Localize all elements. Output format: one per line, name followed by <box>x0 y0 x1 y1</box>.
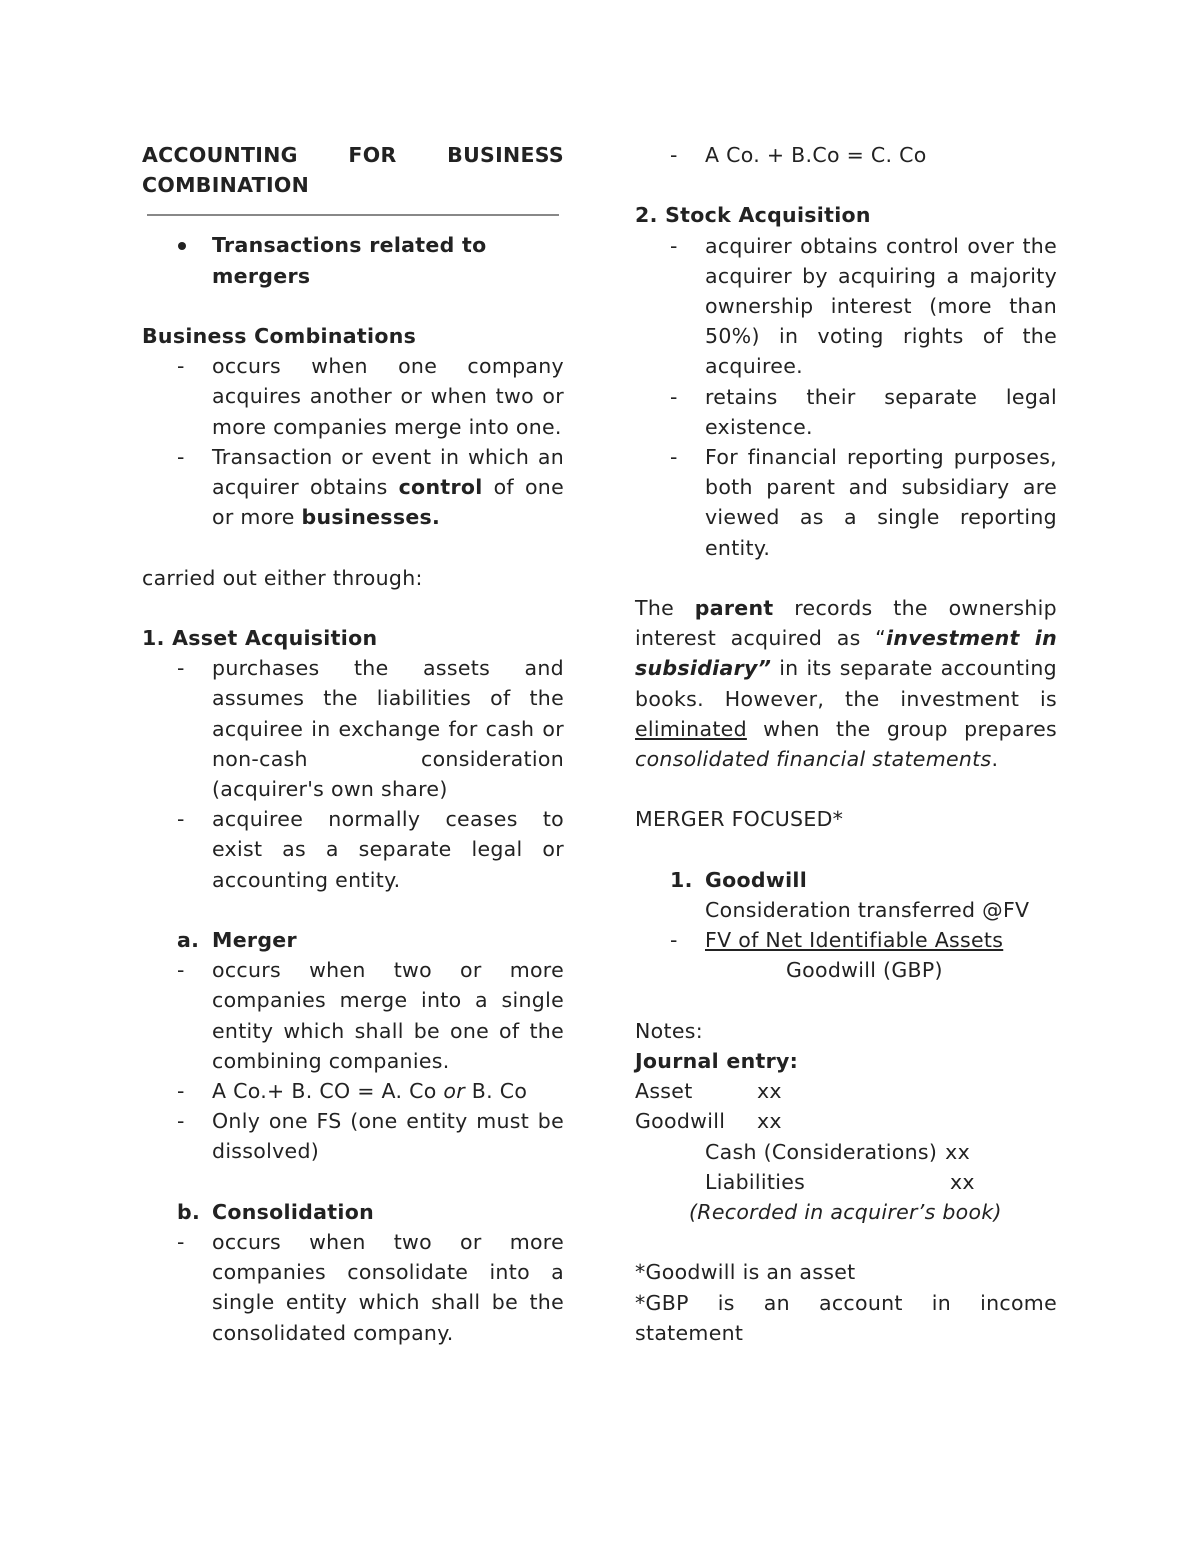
dash-marker: - <box>177 354 185 379</box>
stock-acquisition-heading: 2. Stock Acquisition <box>635 203 871 228</box>
journal-account: Cash (Considerations) <box>705 1139 938 1164</box>
paragraph-text: . <box>991 747 999 772</box>
list-item-text: occurs when one company acquires another or when two or more companies merge into one. <box>212 354 564 439</box>
italic-term: consolidated financial statements <box>635 747 992 772</box>
dash-marker: - <box>177 1109 185 1134</box>
dash-marker: - <box>177 807 185 832</box>
consolidation-formula: A Co. + B.Co = C. Co <box>705 143 927 167</box>
list-item <box>142 1227 564 1348</box>
journal-row <box>635 1076 1057 1106</box>
goodwill-line-1: Consideration transferred @FV <box>705 898 1030 923</box>
business-combinations-heading: Business Combinations <box>142 324 417 348</box>
list-item <box>142 955 564 1076</box>
journal-amount: xx <box>757 1109 782 1134</box>
asset-acquisition-heading: 1. Asset Acquisition <box>142 626 378 650</box>
list-item-text: acquiree normally ceases to exist as a separate legal or accounting entity. <box>212 807 564 892</box>
right-column <box>635 140 1057 1348</box>
dash-marker: - <box>670 233 678 258</box>
list-item <box>635 231 1057 382</box>
title-line-1: ACCOUNTING FOR BUSINESS <box>142 143 564 167</box>
note-gbp: *GBP is an account in income statement <box>635 1290 1057 1345</box>
journal-row <box>635 1106 1057 1136</box>
journal-row <box>635 1137 1057 1167</box>
journal-account: Asset <box>635 1079 693 1104</box>
bullet-text: Transactions related to mergers <box>212 233 487 288</box>
list-item-text: Only one FS (one entity must be dissolved) <box>212 1109 564 1164</box>
parent-paragraph <box>635 593 1057 774</box>
dash-marker: - <box>177 1079 185 1104</box>
goodwill-heading-text: Goodwill <box>705 867 808 892</box>
journal-entry-heading: Journal entry: <box>635 1049 799 1074</box>
list-item-text: retains their separate legal existence. <box>705 384 1057 439</box>
goodwill-number: 1. <box>670 867 693 892</box>
journal-account: Liabilities <box>705 1169 806 1194</box>
goodwill-line-2-text: FV of Net Identifiable Assets <box>705 928 1004 953</box>
notes-label: Notes: <box>635 1018 703 1043</box>
list-item <box>142 1106 564 1166</box>
dash-marker: - <box>670 445 678 470</box>
merger-heading-text: Merger <box>212 928 297 953</box>
bold-term: parent <box>694 596 774 621</box>
goodwill-heading <box>635 865 1057 895</box>
dash-marker: - <box>670 928 678 953</box>
left-column <box>142 140 564 1348</box>
goodwill-line-3: Goodwill (GBP) <box>786 958 943 983</box>
dash-marker: - <box>670 143 678 167</box>
journal-account: Goodwill <box>635 1109 726 1134</box>
list-item-text: purchases the assets and assumes the liabilities of the acquiree in exchange for cash or non-cash consideration (acquirer's own share) <box>212 656 564 802</box>
title-divider <box>147 214 559 216</box>
journal-note: (Recorded in acquirer’s book) <box>689 1200 1002 1225</box>
title-line-2: COMBINATION <box>142 173 310 198</box>
bold-term: businesses. <box>301 505 441 530</box>
note-goodwill: *Goodwill is an asset <box>635 1260 856 1285</box>
list-item-text: B. Co <box>464 1079 528 1104</box>
list-item <box>142 1076 564 1106</box>
list-item <box>142 442 564 533</box>
paragraph-text: records the ownership interest acquired as “ <box>635 596 1057 651</box>
list-item-text: of one or more <box>212 475 564 530</box>
carried-out-text: carried out either through: <box>142 565 423 590</box>
list-item-text: occurs when two or more companies consolidate into a single entity which shall be the consolidated company. <box>212 1230 564 1345</box>
journal-amount: xx <box>757 1079 782 1104</box>
dash-marker: - <box>177 656 185 681</box>
bullet-item <box>142 230 564 290</box>
list-item-text: Transaction or event in which an acquirer obtains <box>212 444 564 500</box>
journal-amount: xx <box>950 1169 975 1194</box>
dash-marker: - <box>177 444 185 469</box>
journal-amount: xx <box>945 1139 971 1164</box>
paragraph-text: in its separate accounting books. However, the investment is <box>635 656 1057 711</box>
list-item <box>142 804 564 895</box>
goodwill-line-2 <box>635 925 1057 955</box>
list-item <box>635 140 1057 170</box>
consolidation-heading <box>142 1197 564 1227</box>
dash-marker: - <box>177 958 185 983</box>
list-item <box>635 442 1057 563</box>
bold-term: control <box>398 475 483 500</box>
dash-marker: - <box>177 1230 185 1255</box>
list-item <box>142 351 564 442</box>
list-item-text: acquirer obtains control over the acquirer by acquiring a majority ownership interest (more than 50%) in voting rights of the acquiree. <box>705 233 1057 379</box>
paragraph-text: The <box>635 596 695 621</box>
bullet-dot-icon <box>178 242 186 250</box>
consolidation-heading-text: Consolidation <box>212 1199 374 1224</box>
merger-focused-heading: MERGER FOCUSED* <box>635 807 844 832</box>
journal-row <box>635 1167 1057 1197</box>
list-item <box>635 382 1057 442</box>
list-item-text: A Co.+ B. CO = A. Co <box>212 1079 444 1104</box>
list-item <box>142 653 564 804</box>
merger-heading <box>142 925 564 955</box>
paragraph-text: when the group prepares <box>746 716 1057 741</box>
italic-term: or <box>443 1079 465 1104</box>
list-item-text: For financial reporting purposes, both parent and subsidiary are viewed as a single reporting entity. <box>705 445 1057 560</box>
consolidation-letter: b. <box>177 1199 201 1224</box>
underlined-term: eliminated <box>635 716 747 741</box>
dash-marker: - <box>670 384 678 409</box>
merger-letter: a. <box>177 928 200 953</box>
list-item-text: occurs when two or more companies merge into a single entity which shall be one of the combining companies. <box>212 958 564 1073</box>
bold-italic-term: investment in subsidiary” <box>635 626 1057 681</box>
